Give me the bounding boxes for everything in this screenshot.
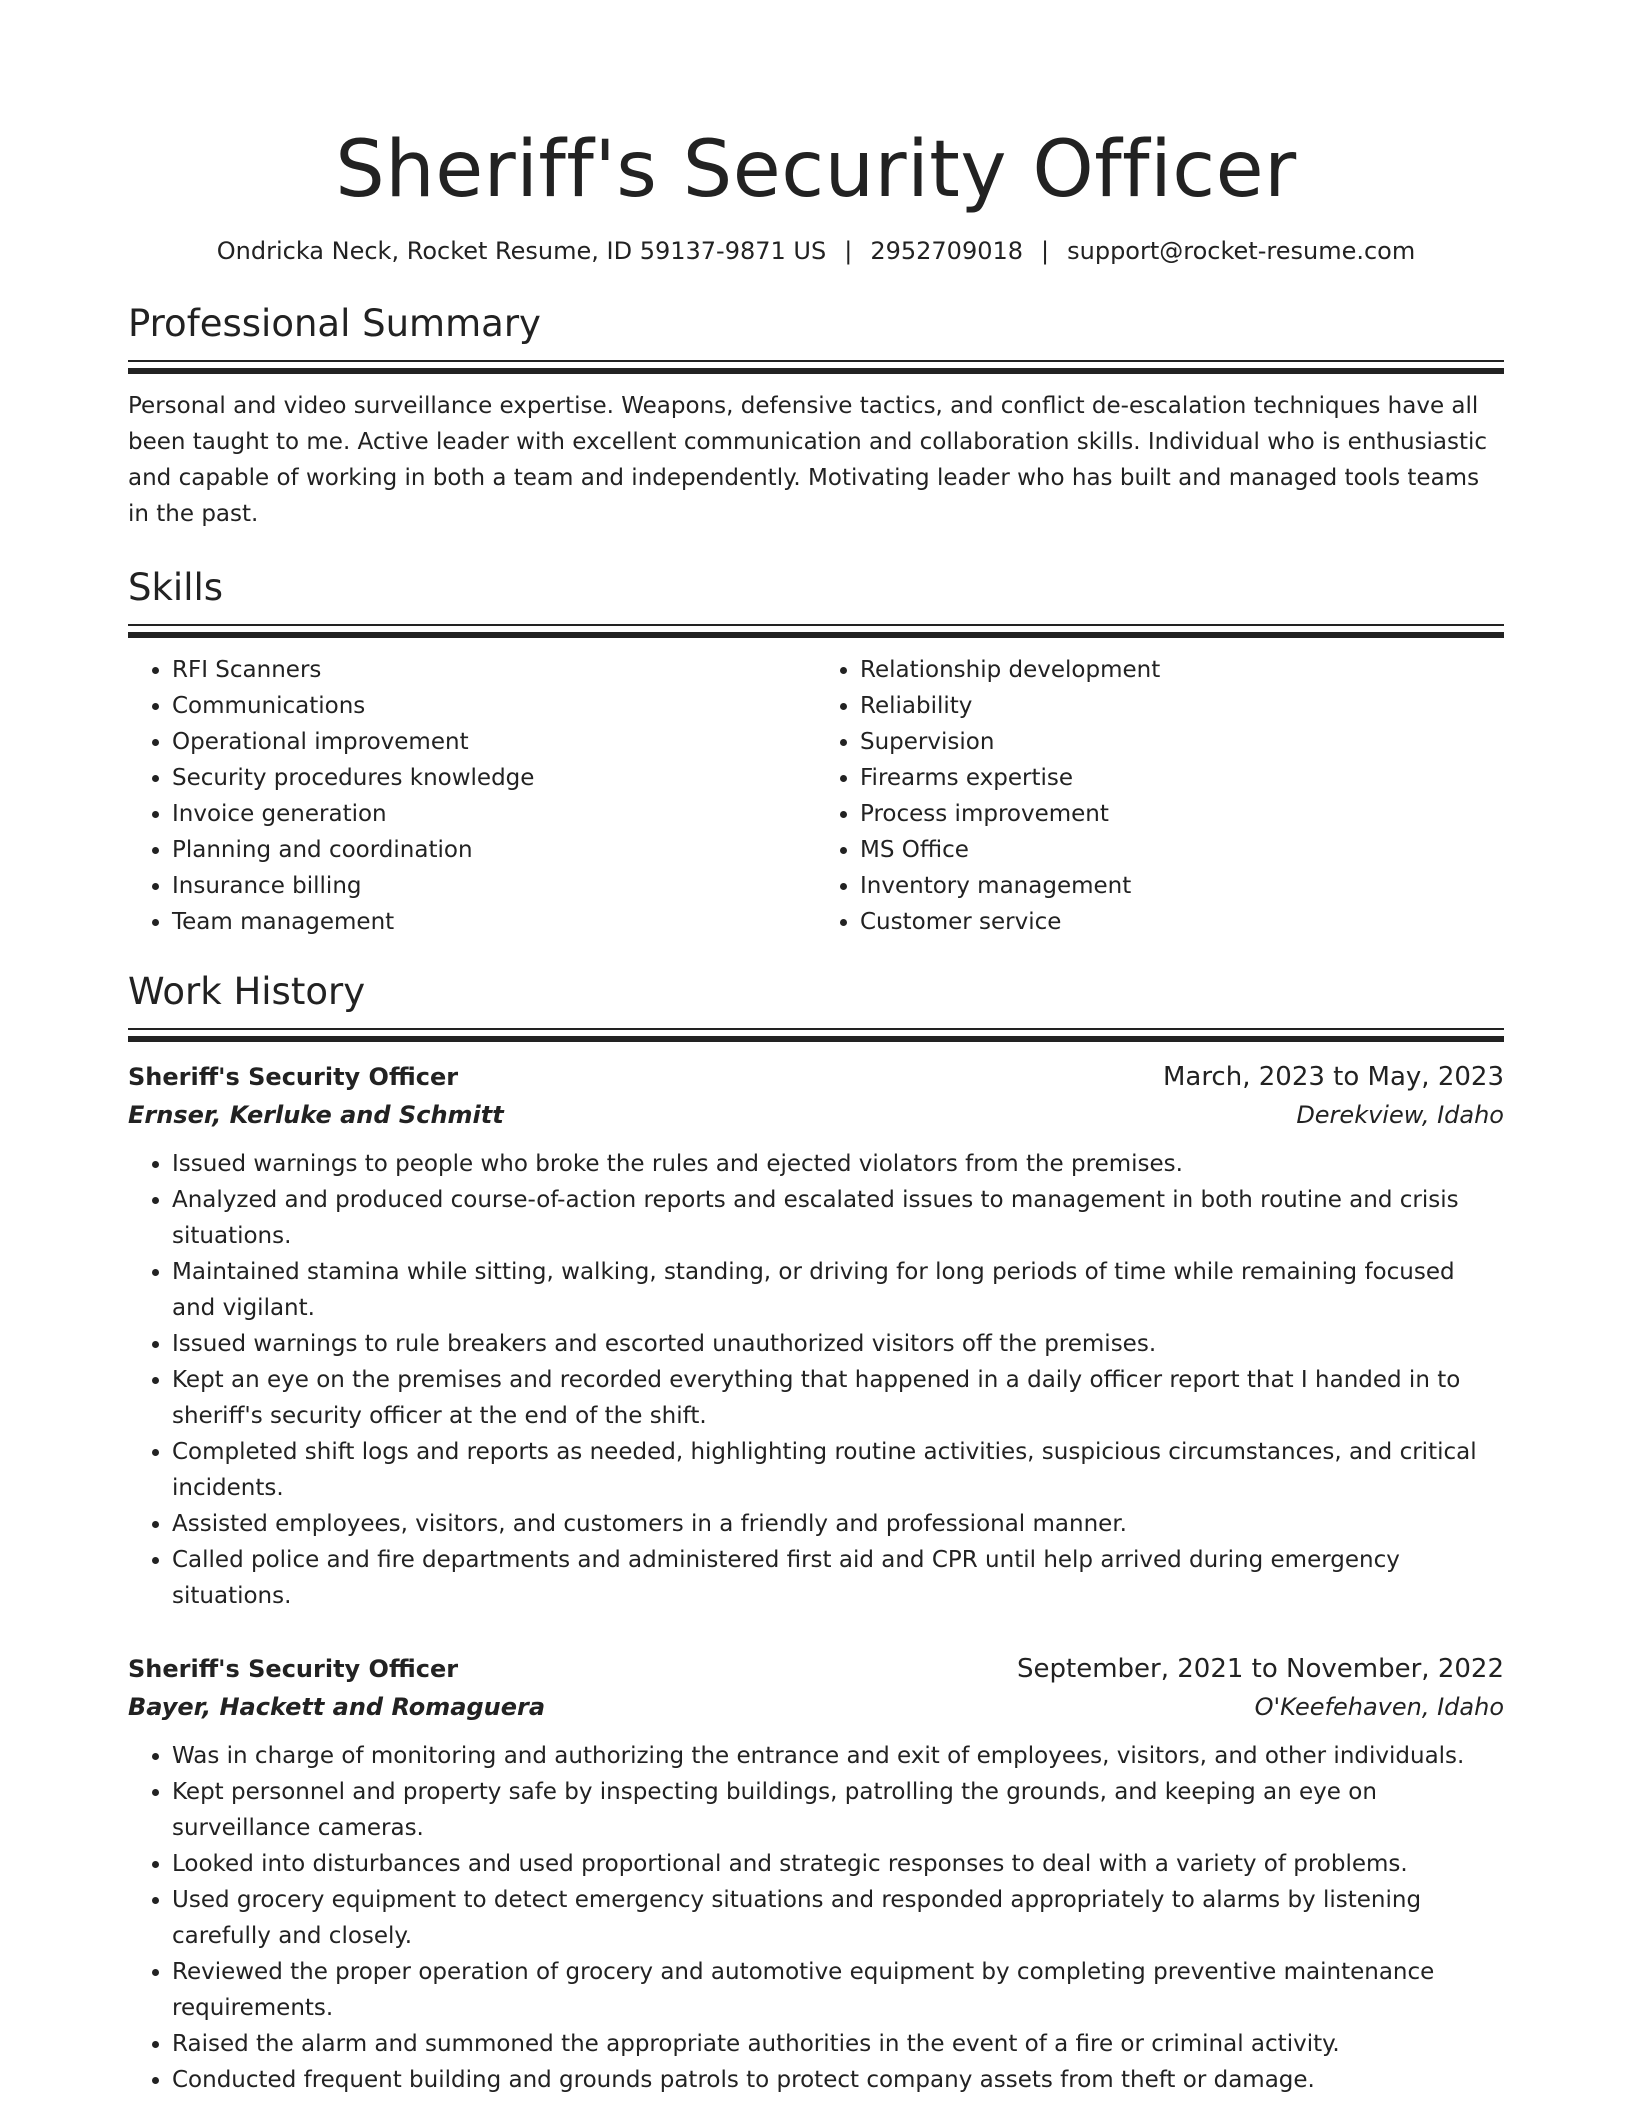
job-dates: September, 2021 to November, 2022	[1017, 1654, 1504, 1684]
section-divider-thin	[128, 360, 1504, 362]
contact-separator: |	[844, 237, 853, 265]
job-bullets	[128, 1738, 1504, 2098]
contact-phone: 2952709018	[870, 237, 1024, 265]
contact-email: support@rocket-resume.com	[1067, 237, 1416, 265]
skill-item: • Process improvement	[860, 796, 1504, 832]
work-history-section	[128, 968, 1504, 2098]
job-title: Sheriff's Security Officer	[128, 1655, 459, 1683]
job-bullet: • Looked into disturbances and used proportional and strategic responses to deal with a variety of problems.	[172, 1846, 1504, 1882]
job-bullets	[128, 1146, 1504, 1614]
job-company: Ernser, Kerluke and Schmitt	[128, 1101, 504, 1129]
summary-text: Personal and video surveillance expertise. Weapons, defensive tactics, and conflict de-escalation techniques have all been taught to me. Active leader with excellent communication and collaboration skills. Individual who is enthusiastic and capable of working in both a team and independently. Motivating leader who has built and managed tools teams in the past.	[128, 393, 1488, 527]
job-bullet: • Used grocery equipment to detect emergency situations and responded appropriately to alarms by listening carefully and closely.	[172, 1882, 1504, 1954]
job-bullet: • Called police and fire departments and administered first aid and CPR until help arrived during emergency situations.	[172, 1542, 1504, 1614]
section-divider-thick	[128, 1036, 1504, 1042]
job-bullet: • Issued warnings to people who broke the rules and ejected violators from the premises.	[172, 1146, 1504, 1182]
job-entry	[128, 1650, 1504, 2098]
job-entry	[128, 1058, 1504, 1614]
job-bullet: • Maintained stamina while sitting, walking, standing, or driving for long periods of time while remaining focused and vigilant.	[172, 1254, 1504, 1326]
skills-list-left	[128, 652, 816, 940]
job-location: Derekview, Idaho	[1296, 1101, 1504, 1129]
job-bullet: • Analyzed and produced course-of-action reports and escalated issues to management in both routine and crisis situations.	[172, 1182, 1504, 1254]
skills-section	[128, 564, 1504, 940]
job-bullet: • Was in charge of monitoring and authorizing the entrance and exit of employees, visitors, and other individuals.	[172, 1738, 1504, 1774]
job-header-row	[128, 1058, 1504, 1096]
job-bullet: • Raised the alarm and summoned the appropriate authorities in the event of a fire or criminal activity.	[172, 2026, 1504, 2062]
section-divider-thick	[128, 632, 1504, 638]
contact-address: Ondricka Neck, Rocket Resume, ID 59137-9871 US	[216, 237, 827, 265]
skill-item: • Invoice generation	[172, 796, 816, 832]
skill-item: • Team management	[172, 904, 816, 940]
skill-item: • Firearms expertise	[860, 760, 1504, 796]
skills-columns	[128, 652, 1504, 940]
skill-item: • Reliability	[860, 688, 1504, 724]
resume-name: Sheriff's Security Officer	[335, 125, 1297, 215]
job-bullet: • Kept an eye on the premises and recorded everything that happened in a daily officer report that I handed in to sheriff's security officer at the end of the shift.	[172, 1362, 1504, 1434]
job-company: Bayer, Hackett and Romaguera	[128, 1693, 546, 1721]
job-bullet: • Assisted employees, visitors, and customers in a friendly and professional manner.	[172, 1506, 1504, 1542]
job-company-row	[128, 1096, 1504, 1134]
contact-separator: |	[1041, 237, 1050, 265]
job-bullet: • Issued warnings to rule breakers and escorted unauthorized visitors off the premises.	[172, 1326, 1504, 1362]
job-title: Sheriff's Security Officer	[128, 1063, 459, 1091]
skill-item: • Planning and coordination	[172, 832, 816, 868]
job-location: O'Keefehaven, Idaho	[1254, 1693, 1504, 1721]
section-divider-thick	[128, 368, 1504, 374]
section-title-work-history: Work History	[128, 970, 366, 1013]
skill-item: • Communications	[172, 688, 816, 724]
skill-item: • MS Office	[860, 832, 1504, 868]
skill-item: • Inventory management	[860, 868, 1504, 904]
job-bullet: • Completed shift logs and reports as needed, highlighting routine activities, suspicious circumstances, and critical incidents.	[172, 1434, 1504, 1506]
job-dates: March, 2023 to May, 2023	[1162, 1062, 1504, 1092]
skill-item: • Insurance billing	[172, 868, 816, 904]
section-divider-thin	[128, 624, 1504, 626]
job-company-row	[128, 1688, 1504, 1726]
job-bullet: • Kept personnel and property safe by inspecting buildings, patrolling the grounds, and keeping an eye on surveillance cameras.	[172, 1774, 1504, 1846]
skill-item: • Supervision	[860, 724, 1504, 760]
summary-section	[128, 300, 1504, 532]
skills-list-right	[816, 652, 1504, 940]
skill-item: • Operational improvement	[172, 724, 816, 760]
contact-line	[128, 234, 1504, 268]
skill-item: • Customer service	[860, 904, 1504, 940]
section-title-skills: Skills	[128, 566, 224, 609]
skill-item: • Security procedures knowledge	[172, 760, 816, 796]
section-title-summary: Professional Summary	[128, 302, 541, 345]
job-bullet: • Conducted frequent building and grounds patrols to protect company assets from theft or damage.	[172, 2062, 1504, 2098]
section-divider-thin	[128, 1028, 1504, 1030]
job-header-row	[128, 1650, 1504, 1688]
resume-page	[128, 118, 1504, 2098]
skill-item: • RFI Scanners	[172, 652, 816, 688]
skill-item: • Relationship development	[860, 652, 1504, 688]
job-bullet: • Reviewed the proper operation of grocery and automotive equipment by completing preventive maintenance requirements.	[172, 1954, 1504, 2026]
